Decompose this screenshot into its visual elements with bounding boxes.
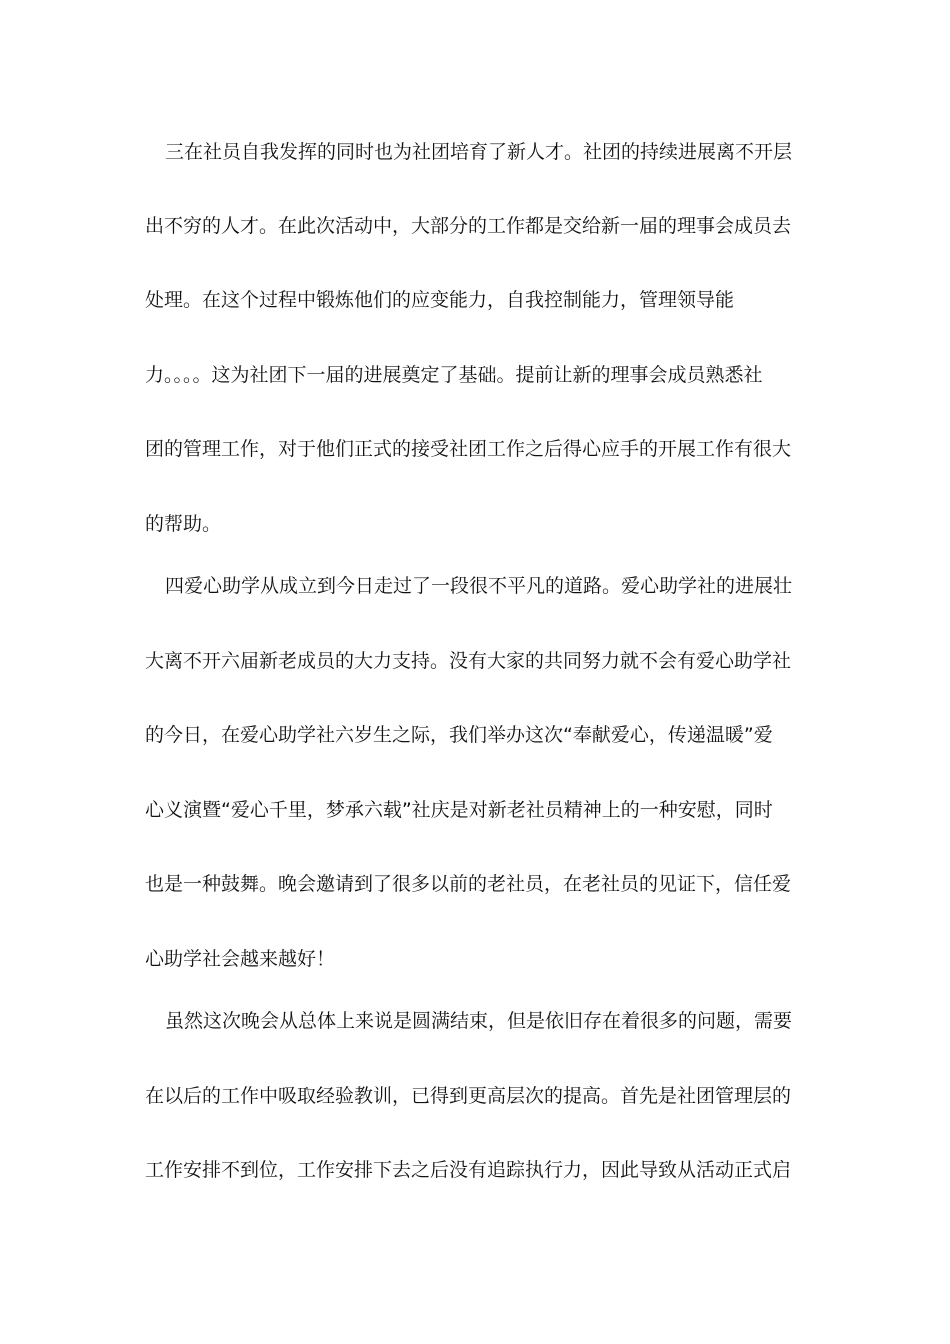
paragraph-2-line-5: 也是一种鼓舞。晚会邀请到了很多以前的老社员，在老社员的见证下，信任爱: [145, 873, 792, 895]
paragraph-1-line-6: 的帮助。: [145, 513, 222, 535]
paragraph-1-line-2: 出不穷的人才。在此次活动中，大部分的工作都是交给新一届的理事会成员去: [145, 215, 792, 237]
paragraph-1-line-4: 力。。。。这为社团下一届的进展奠定了基础。提前让新的理事会成员熟悉社: [145, 364, 763, 386]
paragraph-3-line-2: 在以后的工作中吸取经验教训，已得到更高层次的提高。首先是社团管理层的: [145, 1085, 792, 1107]
paragraph-2-line-6: 心助学社会越来越好！: [145, 948, 336, 970]
paragraph-2-line-1: 四爱心助学从成立到今日走过了一段很不平凡的道路。爱心助学社的进展壮: [165, 575, 793, 597]
paragraph-1-line-1: 三在社员自我发挥的同时也为社团培育了新人才。社团的持续进展离不开层: [165, 141, 793, 163]
paragraph-2-line-3: 的今日，在爱心助学社六岁生之际，我们举办这次“奉献爱心，传递温暖”爱: [145, 724, 773, 746]
paragraph-3-line-3: 工作安排不到位，工作安排下去之后没有追踪执行力，因此导致从活动正式启: [145, 1159, 792, 1181]
paragraph-2-line-4: 心义演暨“爱心千里，梦承六载”社庆是对新老社员精神上的一种安慰，同时: [145, 799, 773, 821]
paragraph-2-line-2: 大离不开六届新老成员的大力支持。没有大家的共同努力就不会有爱心助学社: [145, 650, 792, 672]
paragraph-3-line-1: 虽然这次晚会从总体上来说是圆满结束，但是依旧存在着很多的问题，需要: [165, 1010, 793, 1032]
paragraph-1-line-5: 团的管理工作，对于他们正式的接受社团工作之后得心应手的开展工作有很大: [145, 438, 792, 460]
paragraph-1-line-3: 处理。在这个过程中锻炼他们的应变能力，自我控制能力，管理领导能: [145, 289, 735, 311]
